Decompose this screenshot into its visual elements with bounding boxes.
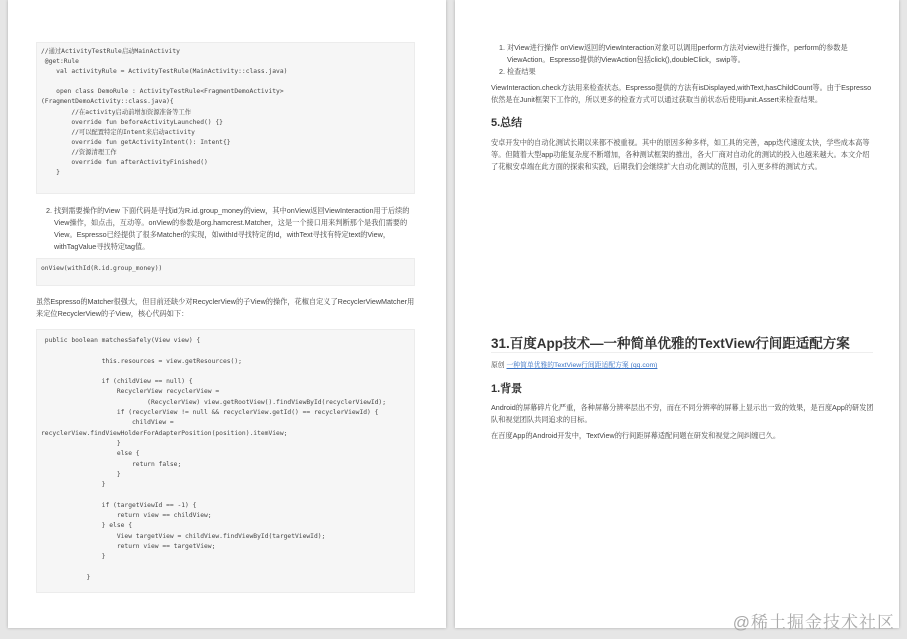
code-block-matches-safely: public boolean matchesSafely(View view) { this.resources = view.getResources(); if (childView == null) { RecyclerView recyclerView = (RecyclerView) view.getRootView().findViewById(recyclerViewId); if (recyclerView != null && recyclerView.getId() == recyclerViewId) { childView = recyclerView.findViewHolderForAdapterPosition(position).itemView; } else { return false; } } if (targetViewId == -1) { return view == childView; } else { View targetView = childView.findViewById(targetViewId); return view == targetView; } } <box>36 329 415 593</box>
source-link[interactable]: 一种简单优雅的TextView行间距适配方案 (qq.com) <box>506 362 658 369</box>
paragraph-summary: 安卓开发中的自动化测试长期以来都不被重视。其中的原因多种多样，如工具的完善，app迭代速度太快，学些成本高等等。但随着大型app功能复杂度不断增加，各种测试框架的推出，各大厂商对自动化的测试的投入也越来越大。本文介绍了花椒安卓端在此方面的探索和实践，后期我们会继续扩大自动化测试的范围，引入更多样的测试方式。 <box>491 138 870 171</box>
list-item-check-result: 2. 检查结果 <box>499 67 536 76</box>
paragraph-check: ViewInteraction.check方法用来检查状态。Espresso提供的方法有isDisplayed,withText,hasChildCount等。由于Espresso依然是在Junit框架下工作的，所以更多的检查方式可以通过获取当前状态后使用junit.Assert来检查结果。 <box>491 83 872 104</box>
chapter-title: 31.百度App技术—一种简单优雅的TextView行间距适配方案 <box>491 336 850 351</box>
paragraph-background-2: 在百度App的Android开发中，TextView的行间距屏幕适配问题在研发和视觉之间纠缠已久。 <box>491 431 781 440</box>
list-item-find-view: 2. 找到需要操作的View 下面代码是寻找id为R.id.group_money的view，其中onView返回ViewInteraction用于后续的View操作，如点击，互动等。onView的参数是org.hamcrest.Matcher，这是一个接口用来判断那个是我们需要的View。Espresso已经提供了很多Matcher的实现，如withId寻找特定的Id，withText寻找有特定text的View，withTagValue寻找特定tag值。 <box>46 206 410 251</box>
title-divider <box>491 352 873 353</box>
source-line <box>491 360 657 372</box>
list-item-perform: 1. 对View进行操作 onView返回的ViewInteraction对象可以调用perform方法对view进行操作，perform的参数是ViewAction。Espresso提供的ViewAction包括click(),doubleClick，swip等。 <box>499 43 848 64</box>
paragraph-recyclerview-matcher: 虽然Espresso的Matcher很强大，但目前还缺少对RecyclerView的子View的操作，花椒自定义了RecyclerViewMatcher用来定位RecyclerView的子View，核心代码如下： <box>36 297 415 318</box>
source-label: 原创 <box>491 362 505 369</box>
heading-background: 1.背景 <box>491 383 523 395</box>
left-page <box>8 0 446 628</box>
code-block-activity-rule: //通过ActivityTestRule启动MainActivity @get:Rule val activityRule = ActivityTestRule(MainActivity::class.java) open class DemoRule : ActivityTestRule<FragmentDemoActivity> (FragmentDemoActivity::class.java){ //在activity启动前增加资源准备等工作 override fun beforeActivityLaunched() {} //可以配置特定的Intent来启动activity override fun getActivityIntent(): Intent{} //资源清理工作 override fun afterActivityFinished() } <box>36 42 415 194</box>
paragraph-background-1: Android的屏幕碎片化严重，各种屏幕分辨率层出不穷，而在不同分辨率的屏幕上显示出一致的效果，是百度App的研发团队和视觉团队共同追求的目标。 <box>491 403 874 424</box>
heading-summary: 5.总结 <box>491 117 523 129</box>
code-block-onview: onView(withId(R.id.group_money)) <box>36 258 415 286</box>
right-page <box>455 0 899 628</box>
watermark: @稀土掘金技术社区 <box>732 613 895 632</box>
